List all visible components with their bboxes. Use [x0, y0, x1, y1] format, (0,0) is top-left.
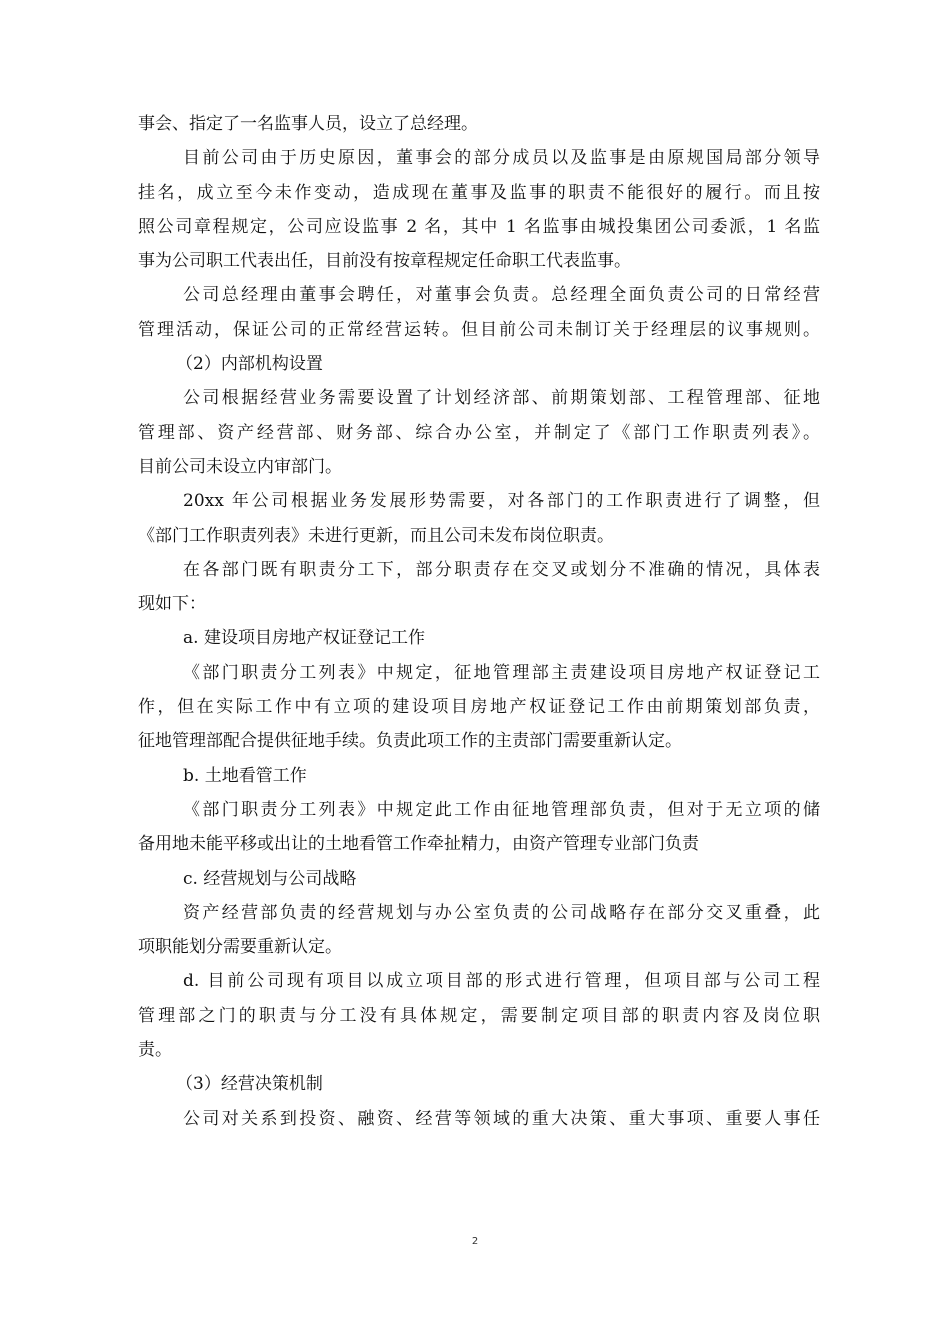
text-line: 《部门职责分工列表》中规定，征地管理部主责建设项目房地产权证登记工: [183, 662, 820, 683]
text-line: 照公司章程规定，公司应设监事 2 名，其中 1 名监事由城投集团公司委派，1 名监: [138, 216, 820, 237]
text-line: 作，但在实际工作中有立项的建设项目房地产权证登记工作由前期策划部负责，: [138, 697, 820, 718]
text-line: 管理部之门的职责与分工没有具体规定，需要制定项目部的职责内容及岗位职: [138, 1005, 820, 1026]
text-line: 征地管理部配合提供征地手续。负责此项工作的主责部门需要重新认定。: [138, 731, 682, 752]
text-line: 管理部、资产经营部、财务部、综合办公室，并制定了《部门工作职责列表》。: [138, 422, 820, 443]
text-line: 事为公司职工代表出任，目前没有按章程规定任命职工代表监事。: [138, 251, 631, 272]
text-line: d. 目前公司现有项目以成立项目部的形式进行管理，但项目部与公司工程: [183, 971, 820, 992]
text-line: 资产经营部负责的经营规划与办公室负责的公司战略存在部分交叉重叠，此: [183, 902, 820, 923]
text-line: 事会、指定了一名监事人员，设立了总经理。: [138, 114, 478, 134]
text-line: 备用地未能平移或出让的土地看管工作牵扯精力，由资产管理专业部门负责: [138, 834, 699, 855]
text-line: 20xx 年公司根据业务发展形势需要，对各部门的工作职责进行了调整，但: [183, 491, 820, 512]
text-line: 项职能划分需要重新认定。: [138, 937, 342, 958]
text-line: 公司对关系到投资、融资、经营等领域的重大决策、重大事项、重要人事任: [183, 1108, 820, 1129]
text-line: 管理活动，保证公司的正常经营运转。但目前公司未制订关于经理层的议事规则。: [138, 319, 820, 340]
subsection-heading: c. 经营规划与公司战略: [183, 868, 357, 889]
text-line: 公司根据经营业务需要设置了计划经济部、前期策划部、工程管理部、征地: [183, 388, 820, 409]
section-heading: （3）经营决策机制: [176, 1074, 323, 1095]
subsection-heading: b. 土地看管工作: [183, 765, 307, 786]
text-line: 目前公司未设立内审部门。: [138, 456, 342, 477]
text-line: 公司总经理由董事会聘任，对董事会负责。总经理全面负责公司的日常经营: [183, 285, 820, 306]
section-heading: （2）内部机构设置: [176, 354, 323, 375]
page-number: 2: [471, 1236, 479, 1247]
text-line: 目前公司由于历史原因，董事会的部分成员以及监事是由原规国局部分领导: [183, 148, 820, 169]
text-line: 责。: [138, 1040, 172, 1061]
text-line: 《部门工作职责列表》未进行更新，而且公司未发布岗位职责。: [138, 525, 614, 546]
document-body: [138, 114, 820, 1143]
subsection-heading: a. 建设项目房地产权证登记工作: [183, 628, 425, 649]
text-line: 《部门职责分工列表》中规定此工作由征地管理部负责，但对于无立项的储: [183, 799, 820, 820]
text-line: 现如下：: [138, 594, 206, 615]
text-line: 在各部门既有职责分工下，部分职责存在交叉或划分不准确的情况，具体表: [183, 559, 820, 580]
text-line: 挂名，成立至今未作变动，造成现在董事及监事的职责不能很好的履行。而且按: [138, 182, 820, 203]
